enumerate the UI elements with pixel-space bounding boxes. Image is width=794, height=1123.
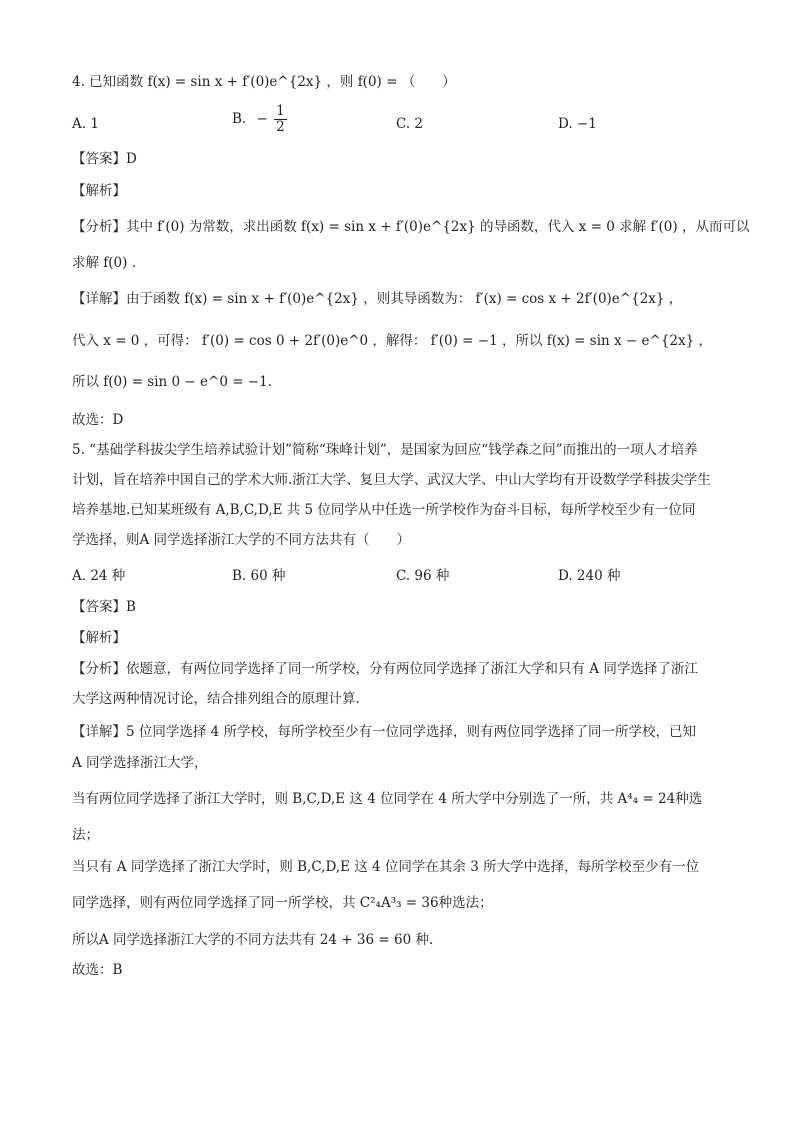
q4-option-b-denominator: 2 — [276, 119, 285, 135]
q4-conclusion: 故选：D — [72, 412, 124, 428]
q4-fenxi-line-1: 【分析】其中 f′(0) 为常数，求出函数 f(x) = sin x + f′(0)e^{2x} 的导函数，代入 x = 0 求解 f′(0) ，从而可以 — [72, 219, 750, 235]
q5-stem-line-3: 培养基地.已知某班级有 A,B,C,D,E 共 5 位同学从中任选一所学校作为奋斗目标，每所学校至少有一位同 — [72, 502, 696, 518]
q4-option-b — [232, 104, 289, 135]
q4-option-b-fraction — [274, 104, 287, 135]
q5-xiangjie-line-6: 同学选择，则有两位同学选择了同一所学校，共 C²₄A³₃ = 36种选法； — [72, 895, 493, 911]
q5-stem-line-2: 计划，旨在培养中国自己的学术大师.浙江大学、复旦大学、武汉大学、中山大学均有开设数学学科拔尖学生 — [72, 472, 711, 488]
q5-option-d: D. 240 种 — [558, 568, 621, 584]
q5-xiangjie-line-7: 所以A 同学选择浙江大学的不同方法共有 24 + 36 = 60 种. — [72, 932, 434, 948]
q4-option-c: C. 2 — [396, 116, 424, 132]
q4-option-b-numerator: 1 — [276, 103, 285, 119]
q5-option-a: A. 24 种 — [72, 568, 126, 584]
q5-stem-line-4: 学选择，则A 同学选择浙江大学的不同方法共有（ ） — [72, 532, 411, 548]
q5-stem-line-1: 5. “基础学科拔尖学生培养试验计划”简称“珠峰计划”，是国家为回应“钱学森之问”而推出的一项人才培养 — [72, 442, 698, 458]
q4-fenxi-line-2: 求解 f(0) . — [72, 255, 136, 271]
q4-option-b-sign: − — [256, 111, 268, 127]
q4-option-d: D. −1 — [558, 116, 597, 132]
q5-analysis-label: 【解析】 — [72, 630, 126, 646]
q4-stem: 4. 已知函数 f(x) = sin x + f′(0)e^{2x} ，则 f(0) = （ ） — [72, 74, 456, 90]
q4-xiangjie-line-1: 【详解】由于函数 f(x) = sin x + f′(0)e^{2x} ，则其导函数为： f′(x) = cos x + 2f′(0)e^{2x} ， — [72, 291, 683, 307]
q5-xiangjie-line-1: 【详解】5 位同学选择 4 所学校，每所学校至少有一位同学选择，则有两位同学选择了同一所学校，已知 — [72, 724, 697, 740]
q5-fenxi-line-1: 【分析】依题意，有两位同学选择了同一所学校，分有两位同学选择了浙江大学和只有 A 同学选择了浙江 — [72, 661, 698, 677]
q4-answer: 【答案】D — [72, 151, 137, 167]
q4-option-a: A. 1 — [72, 116, 99, 132]
q5-answer: 【答案】B — [72, 599, 136, 615]
q5-xiangjie-line-4: 法； — [72, 827, 99, 843]
q4-xiangjie-line-3: 所以 f(0) = sin 0 − e^0 = −1. — [72, 374, 272, 390]
q5-option-b: B. 60 种 — [232, 568, 286, 584]
q5-xiangjie-line-3: 当有两位同学选择了浙江大学时，则 B,C,D,E 这 4 位同学在 4 所大学中分别选了一所，共 A⁴₄ = 24种选 — [72, 791, 703, 807]
q5-conclusion: 故选：B — [72, 962, 123, 978]
q5-xiangjie-line-5: 当只有 A 同学选择了浙江大学时，则 B,C,D,E 这 4 位同学在其余 3 所大学中选择，每所学校至少有一位 — [72, 859, 700, 875]
q4-xiangjie-line-2: 代入 x = 0 ，可得： f′(0) = cos 0 + 2f′(0)e^0 ，解得： f′(0) = −1 ，所以 f(x) = sin x − e^{2x} ， — [72, 333, 712, 349]
q5-xiangjie-line-2: A 同学选择浙江大学， — [72, 755, 208, 771]
q4-option-b-prefix: B. — [232, 111, 247, 127]
q4-analysis-label: 【解析】 — [72, 183, 126, 199]
q5-fenxi-line-2: 大学这两种情况讨论，结合排列组合的原理计算. — [72, 691, 360, 707]
q5-option-c: C. 96 种 — [396, 568, 450, 584]
